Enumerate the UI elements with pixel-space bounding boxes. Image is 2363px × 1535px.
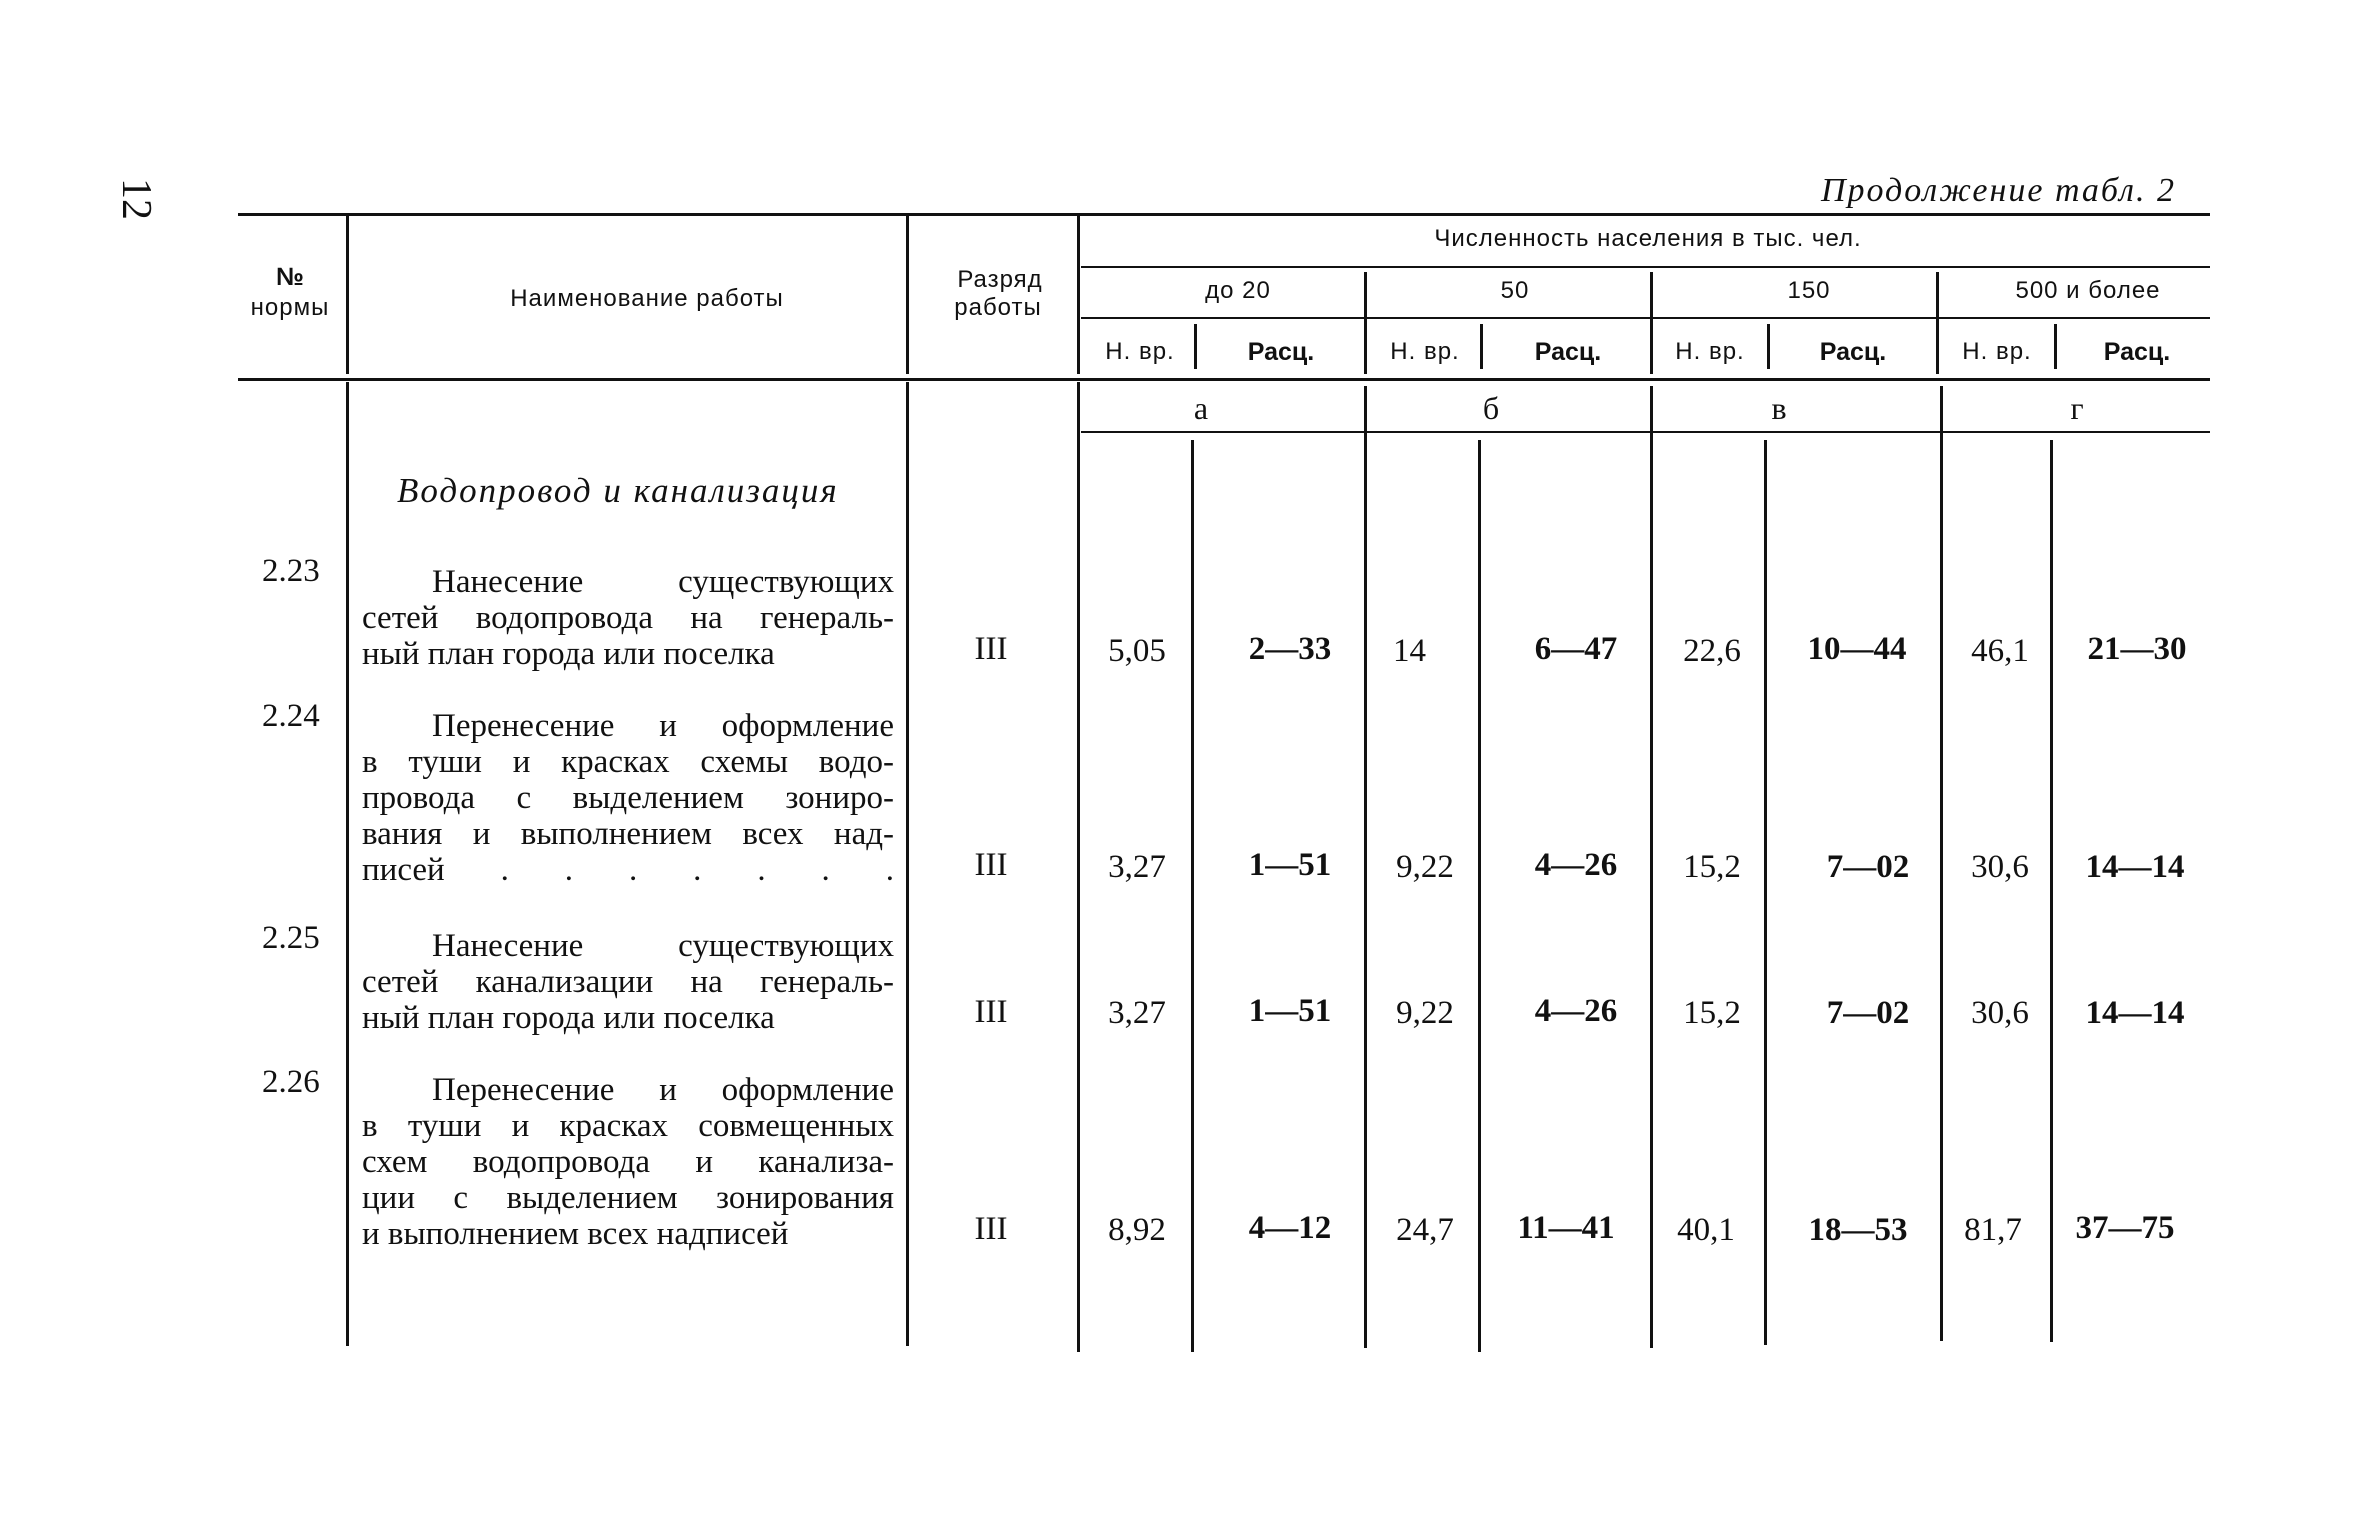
work-line: ный план города или поселка — [362, 1000, 775, 1036]
column-letter-g: г — [2070, 390, 2084, 426]
table-top-rule — [238, 213, 2210, 216]
divider-sub-b — [1480, 324, 1483, 369]
body-divider-work-grade — [906, 382, 909, 1346]
rate-v: 7—02 — [1826, 849, 1910, 885]
column-letter-b: б — [1482, 390, 1500, 426]
rate-b: 6—47 — [1534, 631, 1618, 667]
work-line: сетей канализации на генераль- — [362, 964, 894, 1000]
body-divider-v — [1650, 386, 1653, 1348]
header-group-v: 150 — [1787, 277, 1831, 304]
work-line: Нанесение существующих — [432, 564, 894, 600]
time-norm-g: 81,7 — [1964, 1212, 2022, 1248]
divider-group-v — [1650, 272, 1653, 374]
rate-a: 2—33 — [1248, 631, 1332, 667]
column-letter-a: а — [1193, 390, 1209, 426]
rate-b: 4—26 — [1534, 847, 1618, 883]
work-description — [362, 564, 894, 672]
work-line: писей . . . . . . . — [362, 852, 894, 888]
rate-g: 14—14 — [2085, 995, 2185, 1031]
work-line: Нанесение существующих — [432, 928, 894, 964]
work-description — [362, 928, 894, 1036]
rate-g: 21—30 — [2087, 631, 2187, 667]
body-divider-v-mid — [1764, 440, 1767, 1345]
work-line: в туши и красках схемы водо- — [362, 744, 894, 780]
rate-g: 37—75 — [2075, 1210, 2175, 1246]
rate-v: 7—02 — [1826, 995, 1910, 1031]
time-norm-v: 15,2 — [1683, 995, 1741, 1031]
header-norm-symbol: № — [276, 263, 304, 291]
divider-grade-values — [1077, 216, 1080, 374]
time-norm-a: 3,27 — [1108, 995, 1166, 1031]
header-group-g: 500 и более — [2015, 277, 2161, 304]
time-norm-a: 8,92 — [1108, 1212, 1166, 1248]
header-hvr-a: Н. вр. — [1105, 338, 1175, 365]
work-line: ции с выделением зонирования — [362, 1180, 894, 1216]
header-hvr-g: Н. вр. — [1962, 338, 2032, 365]
time-norm-a: 3,27 — [1108, 849, 1166, 885]
divider-norm-work — [346, 216, 349, 374]
time-norm-b: 24,7 — [1396, 1212, 1454, 1248]
header-grade-line1: Разряд — [957, 266, 1043, 293]
norm-number: 2.23 — [262, 553, 320, 589]
work-grade: III — [974, 994, 1008, 1030]
letters-rule — [1081, 431, 2210, 433]
work-line: схем водопровода и канализа- — [362, 1144, 894, 1180]
time-norm-a: 5,05 — [1108, 633, 1166, 669]
table-continuation-title: Продолжение табл. 2 — [1820, 172, 2176, 209]
norm-number: 2.24 — [262, 698, 320, 734]
divider-group-g — [1936, 272, 1939, 374]
header-hvr-v: Н. вр. — [1675, 338, 1745, 365]
time-norm-b: 9,22 — [1396, 995, 1454, 1031]
work-line: ный план города или поселка — [362, 636, 775, 672]
rate-v: 18—53 — [1808, 1212, 1908, 1248]
header-rasc-b: Расц. — [1534, 338, 1602, 366]
body-divider-g — [1940, 386, 1943, 1341]
work-line: в туши и красках совмещенных — [362, 1108, 894, 1144]
header-group-a: до 20 — [1205, 277, 1271, 304]
norm-number: 2.26 — [262, 1064, 320, 1100]
body-divider-a-mid — [1191, 440, 1194, 1352]
rate-v: 10—44 — [1807, 631, 1907, 667]
header-hvr-b: Н. вр. — [1390, 338, 1460, 365]
work-grade: III — [974, 631, 1008, 667]
header-rasc-a: Расц. — [1247, 338, 1315, 366]
work-line: сетей водопровода на генераль- — [362, 600, 894, 636]
work-grade: III — [974, 847, 1008, 883]
rate-a: 4—12 — [1248, 1210, 1332, 1246]
time-norm-b: 14 — [1393, 633, 1426, 669]
time-norm-g: 30,6 — [1971, 995, 2029, 1031]
work-line: вания и выполнением всех над- — [362, 816, 894, 852]
rate-g: 14—14 — [2085, 849, 2185, 885]
rate-a: 1—51 — [1248, 847, 1332, 883]
divider-work-grade — [906, 216, 909, 374]
time-norm-v: 22,6 — [1683, 633, 1741, 669]
work-description — [362, 708, 894, 888]
header-rasc-v: Расц. — [1819, 338, 1887, 366]
rate-b: 11—41 — [1517, 1210, 1615, 1246]
header-norm-label: нормы — [250, 294, 330, 321]
rate-a: 1—51 — [1248, 993, 1332, 1029]
header-grade-line2: работы — [954, 294, 1042, 321]
time-norm-g: 30,6 — [1971, 849, 2029, 885]
section-title: Водопровод и канализация — [397, 471, 839, 510]
work-line: Перенесение и оформление — [432, 708, 894, 744]
divider-group-b — [1364, 272, 1367, 374]
header-rasc-g: Расц. — [2103, 338, 2171, 366]
rate-b: 4—26 — [1534, 993, 1618, 1029]
divider-sub-v — [1767, 324, 1770, 369]
header-population: Численность населения в тыс. чел. — [1434, 225, 1862, 252]
time-norm-v: 40,1 — [1677, 1212, 1735, 1248]
work-description — [362, 1072, 894, 1252]
header-work-name: Наименование работы — [510, 285, 784, 312]
body-divider-grade-values — [1077, 382, 1080, 1352]
divider-sub-g — [2054, 324, 2057, 369]
time-norm-g: 46,1 — [1971, 633, 2029, 669]
time-norm-v: 15,2 — [1683, 849, 1741, 885]
divider-sub-a — [1194, 324, 1197, 369]
work-line: и выполнением всех надписей — [362, 1216, 789, 1252]
body-divider-b-mid — [1478, 440, 1481, 1352]
population-rule — [1081, 266, 2210, 268]
body-divider-g-mid — [2050, 440, 2053, 1342]
norm-number: 2.25 — [262, 920, 320, 956]
body-divider-norm-work — [346, 382, 349, 1346]
header-bottom-rule — [238, 378, 2210, 381]
column-letter-v: в — [1771, 390, 1787, 426]
group-rule — [1081, 317, 2210, 319]
page-number: 12 — [113, 178, 159, 220]
header-group-b: 50 — [1500, 277, 1530, 304]
work-line: провода с выделением зониро- — [362, 780, 894, 816]
work-line: Перенесение и оформление — [432, 1072, 894, 1108]
time-norm-b: 9,22 — [1396, 849, 1454, 885]
body-divider-b — [1364, 386, 1367, 1348]
work-grade: III — [974, 1211, 1008, 1247]
